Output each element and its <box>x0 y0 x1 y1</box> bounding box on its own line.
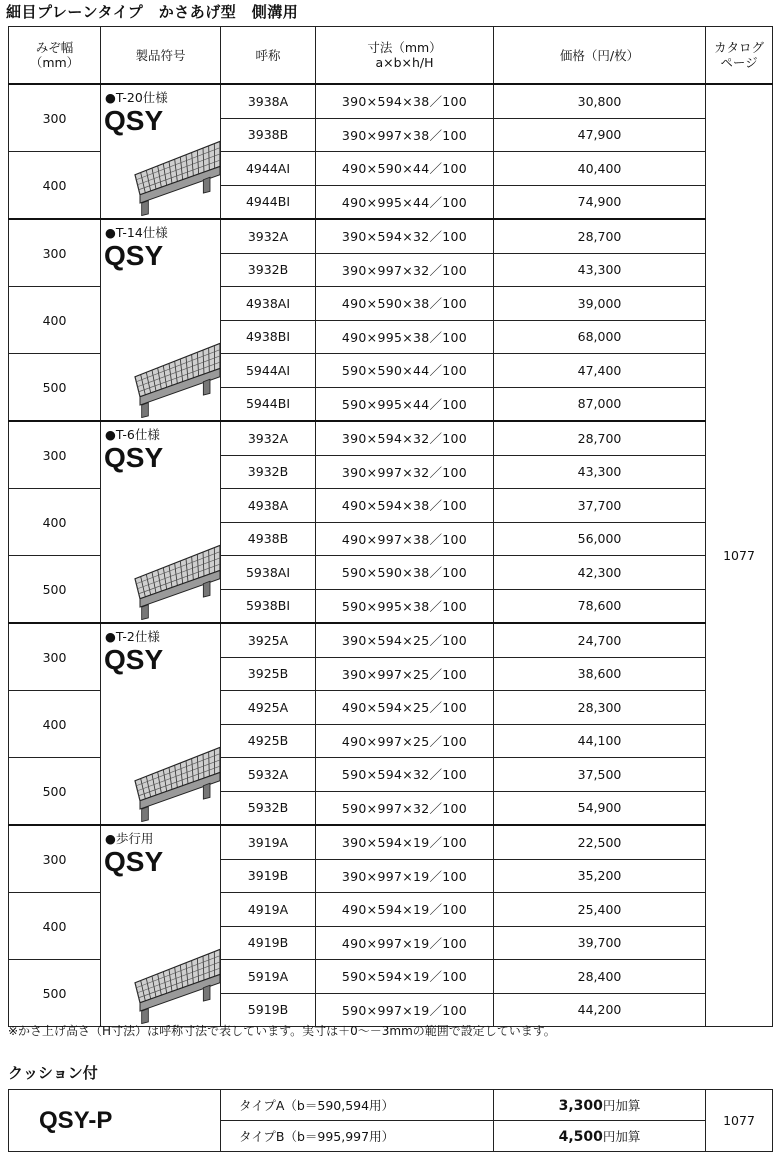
price-cell: 30,800 <box>494 84 706 118</box>
catalog-page: 1077 <box>706 84 773 1027</box>
price-cell: 43,300 <box>494 455 706 489</box>
name-cell: 5938AI <box>221 556 316 590</box>
price-cell: 25,400 <box>494 893 706 927</box>
product-cell <box>101 84 221 219</box>
dims-cell: 490×590×44／100 <box>316 152 494 186</box>
name-cell: 5944AI <box>221 354 316 388</box>
price-cell: 37,500 <box>494 758 706 792</box>
header-width: みぞ幅 （mm） <box>9 27 101 85</box>
product-cell <box>101 825 221 1027</box>
width-cell: 400 <box>9 287 101 354</box>
cushion-price <box>494 1090 706 1121</box>
dims-cell: 390×997×19／100 <box>316 859 494 893</box>
width-cell: 300 <box>9 421 101 489</box>
product-cell <box>101 623 221 825</box>
name-cell: 3925A <box>221 623 316 657</box>
dims-cell: 390×594×32／100 <box>316 421 494 455</box>
width-cell: 500 <box>9 354 101 422</box>
dims-cell: 390×997×32／100 <box>316 455 494 489</box>
cushion-table <box>8 1089 773 1152</box>
price-cell: 28,700 <box>494 219 706 253</box>
cushion-price <box>494 1121 706 1152</box>
dims-cell: 590×594×19／100 <box>316 960 494 994</box>
table-row <box>9 84 773 118</box>
dims-cell: 490×997×38／100 <box>316 522 494 556</box>
price-cell: 38,600 <box>494 657 706 691</box>
cushion-price-suffix: 円加算 <box>602 1098 641 1113</box>
dims-cell: 390×997×38／100 <box>316 118 494 152</box>
name-cell: 4944BI <box>221 185 316 219</box>
dims-cell: 490×995×44／100 <box>316 185 494 219</box>
product-cell <box>101 219 221 421</box>
name-cell: 3932A <box>221 421 316 455</box>
cushion-type: タイプA（b＝590,594用） <box>221 1090 494 1121</box>
product-code: QSY <box>104 105 164 136</box>
spec-label: ●T-20仕様 <box>105 90 168 105</box>
dims-cell: 490×997×19／100 <box>316 926 494 960</box>
table-row <box>9 825 773 859</box>
cushion-price-value: 3,300 <box>558 1098 603 1114</box>
dims-cell: 390×594×25／100 <box>316 623 494 657</box>
price-cell: 39,000 <box>494 287 706 321</box>
name-cell: 3932B <box>221 455 316 489</box>
price-cell: 28,300 <box>494 691 706 725</box>
width-cell: 500 <box>9 556 101 624</box>
name-cell: 5919A <box>221 960 316 994</box>
price-cell: 47,900 <box>494 118 706 152</box>
width-cell: 300 <box>9 219 101 287</box>
page-title: 細目プレーンタイプ かさあげ型 側溝用 <box>6 3 299 21</box>
name-cell: 4938A <box>221 489 316 523</box>
width-cell: 300 <box>9 825 101 893</box>
cushion-type: タイプB（b＝995,997用） <box>221 1121 494 1152</box>
price-cell: 44,200 <box>494 993 706 1027</box>
dims-cell: 390×997×32／100 <box>316 253 494 287</box>
width-cell: 300 <box>9 84 101 152</box>
dims-cell: 590×997×19／100 <box>316 993 494 1027</box>
price-cell: 35,200 <box>494 859 706 893</box>
price-cell: 22,500 <box>494 825 706 859</box>
dims-cell: 390×594×38／100 <box>316 84 494 118</box>
table-body <box>9 84 773 1027</box>
header-name: 呼称 <box>221 27 316 85</box>
dims-cell: 590×995×44／100 <box>316 387 494 421</box>
name-cell: 5932B <box>221 791 316 825</box>
dims-cell: 590×590×44／100 <box>316 354 494 388</box>
table-row <box>9 219 773 253</box>
dims-cell: 490×594×19／100 <box>316 893 494 927</box>
dims-cell: 590×590×38／100 <box>316 556 494 590</box>
header-dims: 寸法（mm） a×b×h/H <box>316 27 494 85</box>
name-cell: 3919B <box>221 859 316 893</box>
product-code: QSY <box>104 240 164 271</box>
cushion-price-suffix: 円加算 <box>602 1129 641 1144</box>
cushion-section-title: クッション付 <box>8 1064 98 1082</box>
price-cell: 42,300 <box>494 556 706 590</box>
header-row <box>9 27 773 85</box>
product-cell <box>101 421 221 623</box>
name-cell: 5919B <box>221 993 316 1027</box>
dims-cell: 490×995×38／100 <box>316 320 494 354</box>
header-price: 価格（円/枚） <box>494 27 706 85</box>
width-cell: 300 <box>9 623 101 691</box>
grating-image <box>120 338 220 418</box>
cushion-product-code: QSY-P <box>9 1090 221 1152</box>
price-cell: 37,700 <box>494 489 706 523</box>
name-cell: 3932B <box>221 253 316 287</box>
price-cell: 24,700 <box>494 623 706 657</box>
name-cell: 4919A <box>221 893 316 927</box>
dims-cell: 390×594×19／100 <box>316 825 494 859</box>
spec-label: ●T-6仕様 <box>105 427 160 442</box>
price-cell: 78,600 <box>494 589 706 623</box>
cushion-price-value: 4,500 <box>558 1129 603 1145</box>
price-cell: 40,400 <box>494 152 706 186</box>
name-cell: 5944BI <box>221 387 316 421</box>
name-cell: 3938B <box>221 118 316 152</box>
grating-image <box>120 742 220 822</box>
footnote: ※かさ上げ高さ（H寸法）は呼称寸法で表しています。実寸は＋0〜－3mmの範囲で設定しています。 <box>8 1024 556 1038</box>
price-cell: 44,100 <box>494 724 706 758</box>
price-cell: 39,700 <box>494 926 706 960</box>
product-code: QSY <box>104 846 164 877</box>
name-cell: 5932A <box>221 758 316 792</box>
dims-cell: 590×997×32／100 <box>316 791 494 825</box>
price-cell: 28,700 <box>494 421 706 455</box>
price-cell: 74,900 <box>494 185 706 219</box>
spec-label: ●歩行用 <box>105 831 154 846</box>
dims-cell: 590×594×32／100 <box>316 758 494 792</box>
dims-cell: 390×997×25／100 <box>316 657 494 691</box>
name-cell: 3919A <box>221 825 316 859</box>
price-cell: 47,400 <box>494 354 706 388</box>
name-cell: 4944AI <box>221 152 316 186</box>
spec-label: ●T-2仕様 <box>105 629 160 644</box>
price-table <box>8 26 773 1027</box>
width-cell: 500 <box>9 758 101 826</box>
width-cell: 400 <box>9 489 101 556</box>
price-cell: 68,000 <box>494 320 706 354</box>
dims-cell: 490×594×25／100 <box>316 691 494 725</box>
name-cell: 4938AI <box>221 287 316 321</box>
grating-image <box>120 944 220 1024</box>
name-cell: 5938BI <box>221 589 316 623</box>
product-code: QSY <box>104 442 164 473</box>
grating-image <box>120 136 220 216</box>
cushion-catalog-page: 1077 <box>706 1090 773 1152</box>
header-product: 製品符号 <box>101 27 221 85</box>
grating-image <box>120 540 220 620</box>
table-row <box>9 623 773 657</box>
spec-label: ●T-14仕様 <box>105 225 168 240</box>
width-cell: 400 <box>9 893 101 960</box>
name-cell: 3938A <box>221 84 316 118</box>
price-cell: 87,000 <box>494 387 706 421</box>
product-code: QSY <box>104 644 164 675</box>
name-cell: 4925B <box>221 724 316 758</box>
dims-cell: 490×997×25／100 <box>316 724 494 758</box>
name-cell: 4919B <box>221 926 316 960</box>
dims-cell: 490×594×38／100 <box>316 489 494 523</box>
dims-cell: 590×995×38／100 <box>316 589 494 623</box>
price-cell: 56,000 <box>494 522 706 556</box>
name-cell: 4938B <box>221 522 316 556</box>
header-catalog: カタログ ページ <box>706 27 773 85</box>
price-cell: 54,900 <box>494 791 706 825</box>
price-cell: 28,400 <box>494 960 706 994</box>
width-cell: 400 <box>9 691 101 758</box>
name-cell: 4925A <box>221 691 316 725</box>
cushion-row <box>9 1090 773 1121</box>
width-cell: 400 <box>9 152 101 220</box>
dims-cell: 490×590×38／100 <box>316 287 494 321</box>
width-cell: 500 <box>9 960 101 1027</box>
name-cell: 3925B <box>221 657 316 691</box>
name-cell: 3932A <box>221 219 316 253</box>
name-cell: 4938BI <box>221 320 316 354</box>
dims-cell: 390×594×32／100 <box>316 219 494 253</box>
price-cell: 43,300 <box>494 253 706 287</box>
table-row <box>9 421 773 455</box>
